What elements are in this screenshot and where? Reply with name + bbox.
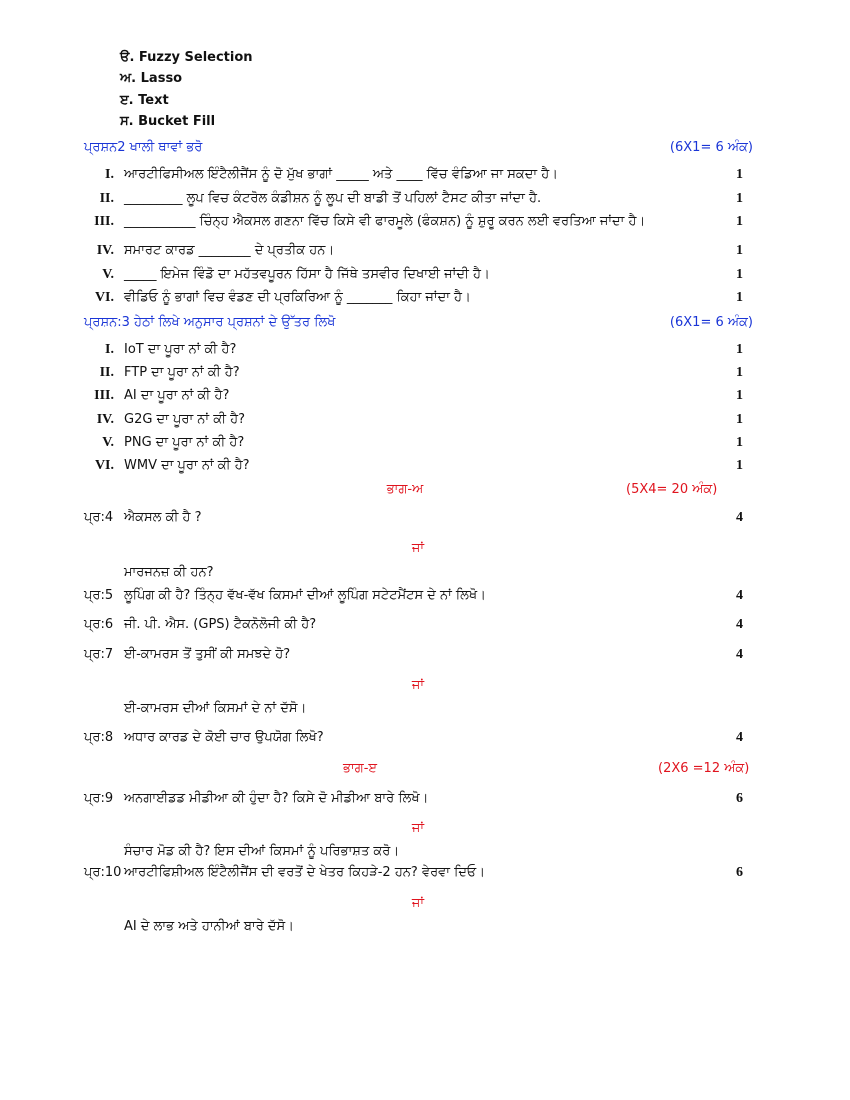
or-label bbox=[0, 893, 850, 915]
section-title: ਪ੍ਰਸ਼ਨ:3 ਹੇਠਾਂ ਲਿਖੇ ਅਨੁਸਾਰ ਪ੍ਰਸ਼ਨਾਂ ਦੇ ਉੱਤਰ ਲਿਖੋ bbox=[84, 315, 336, 330]
q2-item bbox=[0, 164, 850, 186]
or-label bbox=[0, 675, 850, 697]
option-c bbox=[0, 90, 850, 112]
item-mark: 1 bbox=[736, 412, 743, 427]
or-text: ਜਾਂ bbox=[411, 821, 425, 836]
question-6 bbox=[0, 614, 850, 636]
q3-item bbox=[0, 339, 850, 361]
question-mark: 4 bbox=[736, 730, 743, 745]
section-title: ਪ੍ਰਸ਼ਨ2 ਖਾਲੀ ਥਾਵਾਂ ਭਰੋ bbox=[84, 140, 203, 155]
question-number: ਪ੍ਰ:10 bbox=[84, 865, 122, 880]
question-text: ਆਰਟੀਫਿਸ਼ੀਅਲ ਇੰਟੈਲੀਜੈਂਸ ਦੀ ਵਰਤੋਂ ਦੇ ਖੇਤਰ ਕਿਹੜੇ-2 ਹਨ? ਵੇਰਵਾ ਦਿਓ। bbox=[124, 865, 486, 880]
question-number: ਪ੍ਰ:6 bbox=[84, 617, 114, 632]
question-4 bbox=[0, 507, 850, 529]
item-number: I. bbox=[105, 167, 114, 182]
question-mark: 4 bbox=[736, 647, 743, 662]
item-number: IV. bbox=[96, 243, 114, 258]
item-mark: 1 bbox=[736, 191, 743, 206]
item-text: PNG ਦਾ ਪੂਰਾ ਨਾਂ ਕੀ ਹੈ? bbox=[124, 435, 245, 450]
item-mark: 1 bbox=[736, 167, 743, 182]
question-text: AI ਦੇ ਲਾਭ ਅਤੇ ਹਾਨੀਆਂ ਬਾਰੇ ਦੱਸੋ। bbox=[124, 919, 294, 934]
option-text: ਅ. Lasso bbox=[120, 71, 183, 86]
or-text: ਜਾਂ bbox=[411, 678, 425, 693]
question-number: ਪ੍ਰ:7 bbox=[84, 647, 114, 662]
section-marks: (6X1= 6 ਅੰਕ) bbox=[669, 315, 753, 330]
item-text: G2G ਦਾ ਪੂਰਾ ਨਾਂ ਕੀ ਹੈ? bbox=[124, 412, 246, 427]
item-text: ਆਰਟੀਫਿਸੀਅਲ ਇੰਟੈਲੀਜੈਂਸ ਨੂੰ ਦੋ ਮੁੱਖ ਭਾਗਾਂ _____ ਅਤੇ ____ ਵਿੱਚ ਵੰਡਿਆ ਜਾ ਸਕਦਾ ਹੈ। bbox=[124, 167, 558, 182]
q3-item bbox=[0, 455, 850, 477]
q3-item bbox=[0, 432, 850, 454]
q2-item bbox=[0, 264, 850, 286]
question-7-alt bbox=[0, 698, 850, 720]
q3-item bbox=[0, 385, 850, 407]
question-5 bbox=[0, 585, 850, 607]
question-text: ਮਾਰਜਨਜ਼ ਕੀ ਹਨ? bbox=[124, 565, 214, 580]
question-10-alt bbox=[0, 916, 850, 938]
item-mark: 1 bbox=[736, 388, 743, 403]
q2-item bbox=[0, 240, 850, 262]
item-mark: 1 bbox=[736, 458, 743, 473]
item-number: V. bbox=[102, 435, 114, 450]
option-text: ੳ. Fuzzy Selection bbox=[120, 50, 253, 65]
item-mark: 1 bbox=[736, 243, 743, 258]
question-9-alt bbox=[0, 841, 850, 863]
question-8 bbox=[0, 727, 850, 749]
question-text: ਈ-ਕਾਮਰਸ ਦੀਆਂ ਕਿਸਮਾਂ ਦੇ ਨਾਂ ਦੱਸੋ। bbox=[124, 701, 307, 716]
question-4-alt bbox=[0, 562, 850, 584]
q3-heading bbox=[0, 312, 850, 334]
item-text: FTP ਦਾ ਪੂਰਾ ਨਾਂ ਕੀ ਹੈ? bbox=[124, 365, 240, 380]
item-text: ___________ ਚਿੰਨ੍ਹ ਐਕਸਲ ਗਣਨਾ ਵਿੱਚ ਕਿਸੇ ਵੀ ਫਾਰਮੂਲੇ (ਫੰਕਸ਼ਨ) ਨੂੰ ਸ਼ੁਰੂ ਕਰਨ ਲਈ ਵਰਤਿਆ ਜਾਂਦਾ ਹੈ। bbox=[124, 214, 646, 229]
question-mark: 4 bbox=[736, 617, 743, 632]
item-number: II. bbox=[99, 365, 114, 380]
question-number: ਪ੍ਰ:9 bbox=[84, 791, 114, 806]
question-number: ਪ੍ਰ:5 bbox=[84, 588, 114, 603]
question-text: ਐਕਸਲ ਕੀ ਹੈ ? bbox=[124, 510, 202, 525]
q3-item bbox=[0, 362, 850, 384]
item-text: AI ਦਾ ਪੂਰਾ ਨਾਂ ਕੀ ਹੈ? bbox=[124, 388, 230, 403]
item-number: I. bbox=[105, 342, 114, 357]
item-number: VI. bbox=[94, 290, 114, 305]
or-label bbox=[0, 538, 850, 560]
or-text: ਜਾਂ bbox=[411, 541, 425, 556]
part-marks: (5X4= 20 ਅੰਕ) bbox=[626, 482, 718, 497]
question-text: ਜੀ. ਪੀ. ਐਸ. (GPS) ਟੈਕਨੋਲੋਜੀ ਕੀ ਹੈ? bbox=[124, 617, 317, 632]
q3-item bbox=[0, 409, 850, 431]
or-text: ਜਾਂ bbox=[411, 896, 425, 911]
question-mark: 4 bbox=[736, 588, 743, 603]
item-text: IoT ਦਾ ਪੂਰਾ ਨਾਂ ਕੀ ਹੈ? bbox=[124, 342, 237, 357]
option-text: ੲ. Text bbox=[120, 93, 169, 108]
part-a-heading bbox=[0, 479, 850, 501]
question-number: ਪ੍ਰ:8 bbox=[84, 730, 114, 745]
item-mark: 1 bbox=[736, 342, 743, 357]
part-title: ਭਾਗ-ਅ bbox=[386, 482, 424, 497]
option-text: ਸ. Bucket Fill bbox=[120, 114, 216, 129]
item-mark: 1 bbox=[736, 290, 743, 305]
item-number: III. bbox=[94, 388, 114, 403]
question-text: ਲੂਪਿੰਗ ਕੀ ਹੈ? ਤਿੰਨ੍ਹ ਵੱਖ-ਵੱਖ ਕਿਸਮਾਂ ਦੀਆਂ ਲੂਪਿੰਗ ਸਟੇਟਮੈਂਟਸ ਦੇ ਨਾਂ ਲਿਖੋ। bbox=[124, 588, 486, 603]
question-10 bbox=[0, 862, 850, 884]
item-number: VI. bbox=[94, 458, 114, 473]
question-mark: 6 bbox=[736, 865, 743, 880]
item-text: _________ ਲੂਪ ਵਿਚ ਕੰਟਰੋਲ ਕੰਡੀਸ਼ਨ ਨੂੰ ਲੂਪ ਦੀ ਬਾਡੀ ਤੋਂ ਪਹਿਲਾਂ ਟੈਸਟ ਕੀਤਾ ਜਾਂਦਾ ਹੈ. bbox=[124, 191, 542, 206]
q2-item bbox=[0, 188, 850, 210]
option-b bbox=[0, 68, 850, 90]
item-text: WMV ਦਾ ਪੂਰਾ ਨਾਂ ਕੀ ਹੈ? bbox=[124, 458, 250, 473]
question-7 bbox=[0, 644, 850, 666]
question-mark: 4 bbox=[736, 510, 743, 525]
option-d bbox=[0, 111, 850, 133]
question-text: ਈ-ਕਾਮਰਸ ਤੋਂ ਤੁਸੀਂ ਕੀ ਸਮਝਦੇ ਹੋ? bbox=[124, 647, 291, 662]
item-number: III. bbox=[94, 214, 114, 229]
item-mark: 1 bbox=[736, 365, 743, 380]
section-marks: (6X1= 6 ਅੰਕ) bbox=[669, 140, 753, 155]
question-text: ਅਧਾਰ ਕਾਰਡ ਦੇ ਕੋਈ ਚਾਰ ਉਪਯੋਗ ਲਿਖੋ? bbox=[124, 730, 324, 745]
q2-heading bbox=[0, 137, 850, 159]
item-number: II. bbox=[99, 191, 114, 206]
q2-item bbox=[0, 287, 850, 309]
item-text: _____ ਇਮੇਜ ਵਿੰਡੋ ਦਾ ਮਹੱਤਵਪੂਰਨ ਹਿੱਸਾ ਹੈ ਜਿੱਥੇ ਤਸਵੀਰ ਦਿਖਾਈ ਜਾਂਦੀ ਹੈ। bbox=[124, 267, 490, 282]
or-label bbox=[0, 818, 850, 840]
item-mark: 1 bbox=[736, 435, 743, 450]
part-title: ਭਾਗ-ੲ bbox=[342, 761, 378, 776]
item-mark: 1 bbox=[736, 214, 743, 229]
item-text: ਵੀਡਿਓ ਨੂੰ ਭਾਗਾਂ ਵਿਚ ਵੰਡਣ ਦੀ ਪ੍ਰਕਿਰਿਆ ਨੂੰ _______ ਕਿਹਾ ਜਾਂਦਾ ਹੈ। bbox=[124, 290, 471, 305]
question-mark: 6 bbox=[736, 791, 743, 806]
q2-item bbox=[0, 211, 850, 233]
question-9 bbox=[0, 788, 850, 810]
item-mark: 1 bbox=[736, 267, 743, 282]
part-e-heading bbox=[0, 758, 850, 780]
question-text: ਅਨਗਾਈਡਡ ਮੀਡੀਆ ਕੀ ਹੁੰਦਾ ਹੈ? ਕਿਸੇ ਦੋ ਮੀਡੀਆ ਬਾਰੇ ਲਿਖੋ। bbox=[124, 791, 429, 806]
question-number: ਪ੍ਰ:4 bbox=[84, 510, 114, 525]
item-number: V. bbox=[102, 267, 114, 282]
option-a bbox=[0, 47, 850, 69]
item-text: ਸਮਾਰਟ ਕਾਰਡ ________ ਦੇ ਪ੍ਰਤੀਕ ਹਨ। bbox=[124, 243, 335, 258]
question-text: ਸੰਚਾਰ ਮੋਡ ਕੀ ਹੈ? ਇਸ ਦੀਆਂ ਕਿਸਮਾਂ ਨੂੰ ਪਰਿਭਾਸ਼ਤ ਕਰੋ। bbox=[124, 844, 400, 859]
item-number: IV. bbox=[96, 412, 114, 427]
part-marks: (2X6 =12 ਅੰਕ) bbox=[658, 761, 750, 776]
